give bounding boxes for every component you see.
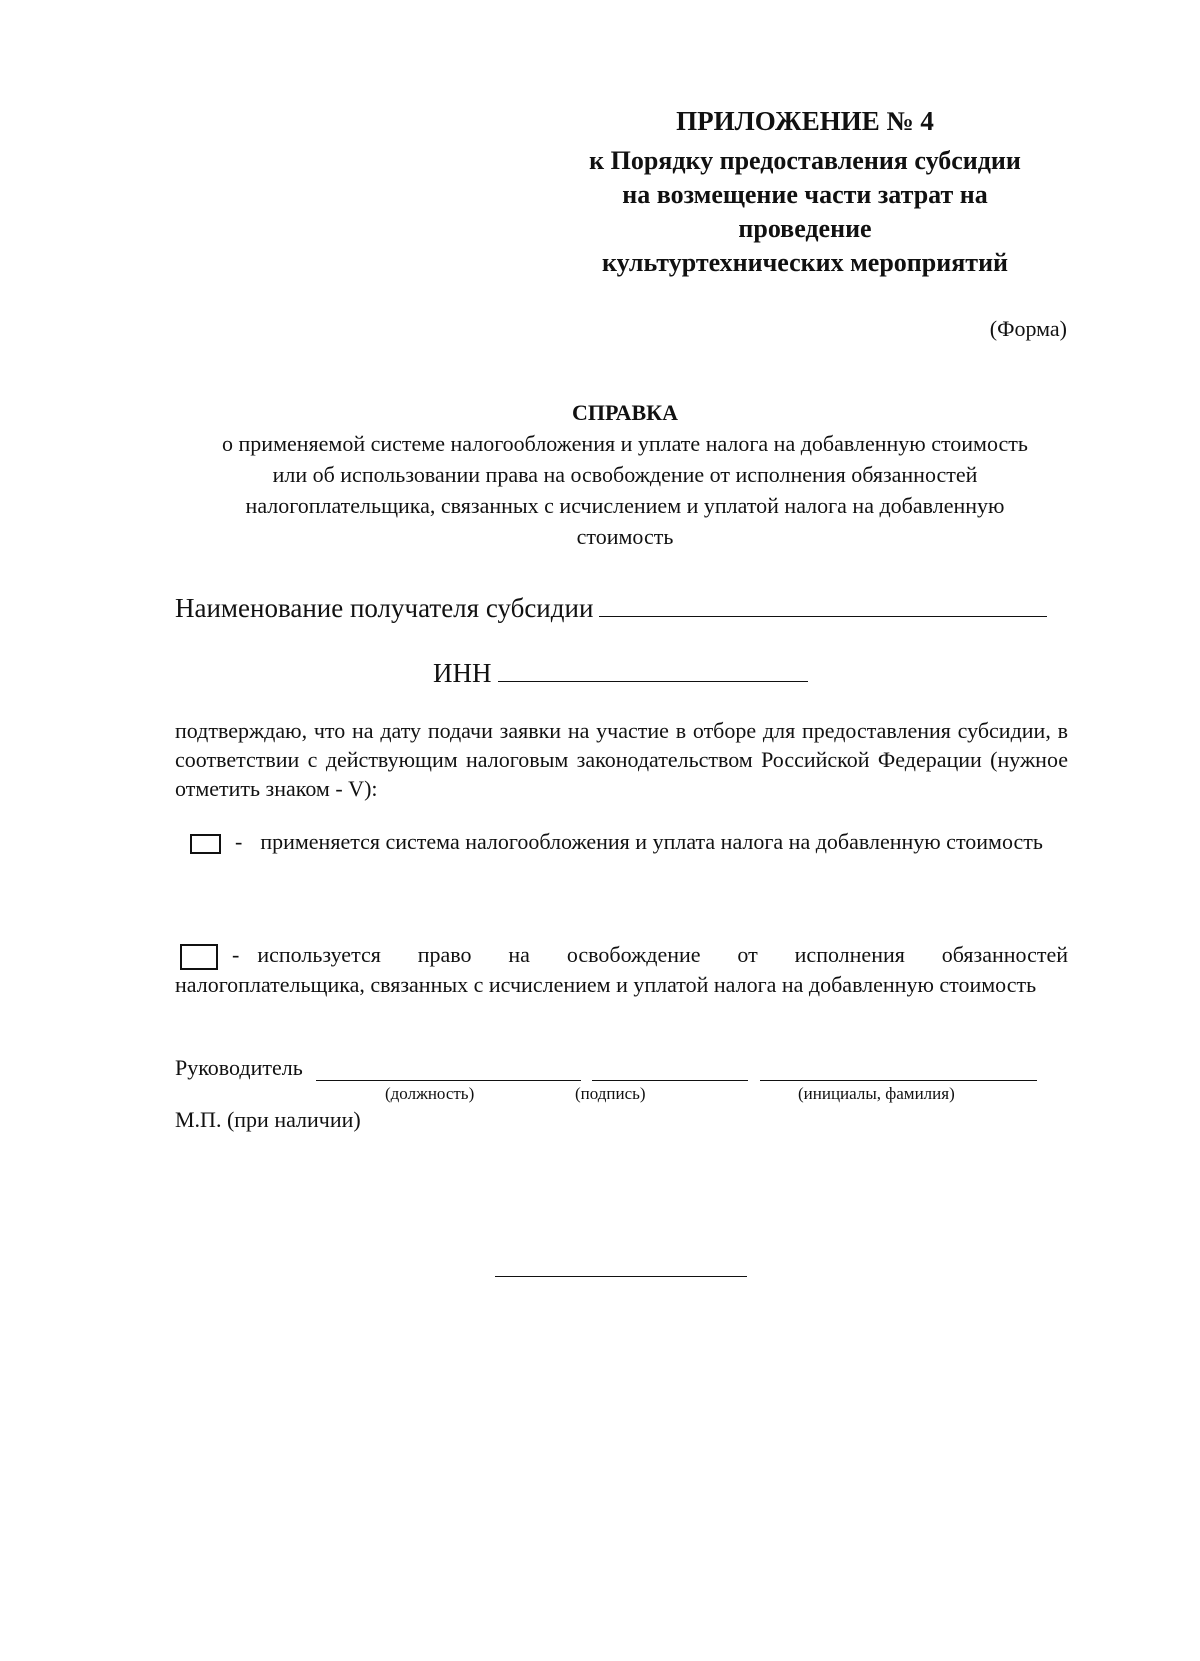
signature-caption: (подпись)	[575, 1084, 646, 1103]
inn-field-row	[433, 657, 808, 689]
inn-field[interactable]	[498, 657, 808, 682]
signature-label: Руководитель	[175, 1055, 303, 1080]
vat-payer-checkbox[interactable]	[190, 834, 221, 854]
appendix-line: культуртехнических мероприятий	[601, 248, 1009, 277]
appendix-line: к Порядку предоставления субсидии	[589, 146, 1021, 175]
option-vat-payer	[175, 827, 1068, 856]
subtitle-line: стоимость	[576, 524, 674, 549]
appendix-line: на возмещение части затрат на	[622, 180, 988, 209]
end-divider	[495, 1276, 747, 1277]
option-dash: -	[232, 942, 240, 967]
document-title: СПРАВКА	[571, 400, 679, 425]
form-label: (Форма)	[989, 316, 1067, 341]
appendix-header	[560, 104, 1050, 280]
appendix-line: проведение	[738, 214, 872, 243]
option-vat-exempt	[175, 940, 1068, 999]
full-name-field[interactable]	[760, 1080, 1037, 1081]
vat-exempt-checkbox[interactable]	[180, 944, 218, 970]
confirmation-text: подтверждаю, что на дату подачи заявки на участие в отборе для предоставления субсидии, в соответствии с действующим налоговым законодательством Российской Федерации (нужное отметить знаком - V):	[175, 718, 1068, 801]
appendix-title: ПРИЛОЖЕНИЕ № 4	[676, 106, 934, 136]
full-name-caption: (инициалы, фамилия)	[798, 1084, 955, 1103]
subtitle-line: налогоплательщика, связанных с исчислением и уплатой налога на добавленную	[245, 493, 1005, 518]
option-dash: -	[235, 829, 243, 854]
recipient-field-row	[175, 592, 1047, 624]
inn-label: ИНН	[433, 658, 492, 688]
subtitle-line: о применяемой системе налогообложения и уплате налога на добавленную стоимость	[222, 431, 1028, 456]
subtitle-line: или об использовании права на освобождение от исполнения обязанностей	[272, 462, 978, 487]
document-subtitle	[170, 428, 1080, 552]
recipient-name-field[interactable]	[599, 592, 1047, 617]
stamp-note: М.П. (при наличии)	[175, 1107, 361, 1132]
option-text: используется право на освобождение от исполнения обязанностей налогоплательщика, связанных с исчислением и уплатой налога на добавленную стоимость	[175, 942, 1068, 997]
signature-field[interactable]	[592, 1080, 748, 1081]
recipient-label: Наименование получателя субсидии	[175, 593, 594, 623]
position-field[interactable]	[316, 1080, 581, 1081]
option-text: применяется система налогообложения и уплата налога на добавленную стоимость	[260, 829, 1043, 854]
position-caption: (должность)	[385, 1084, 475, 1103]
